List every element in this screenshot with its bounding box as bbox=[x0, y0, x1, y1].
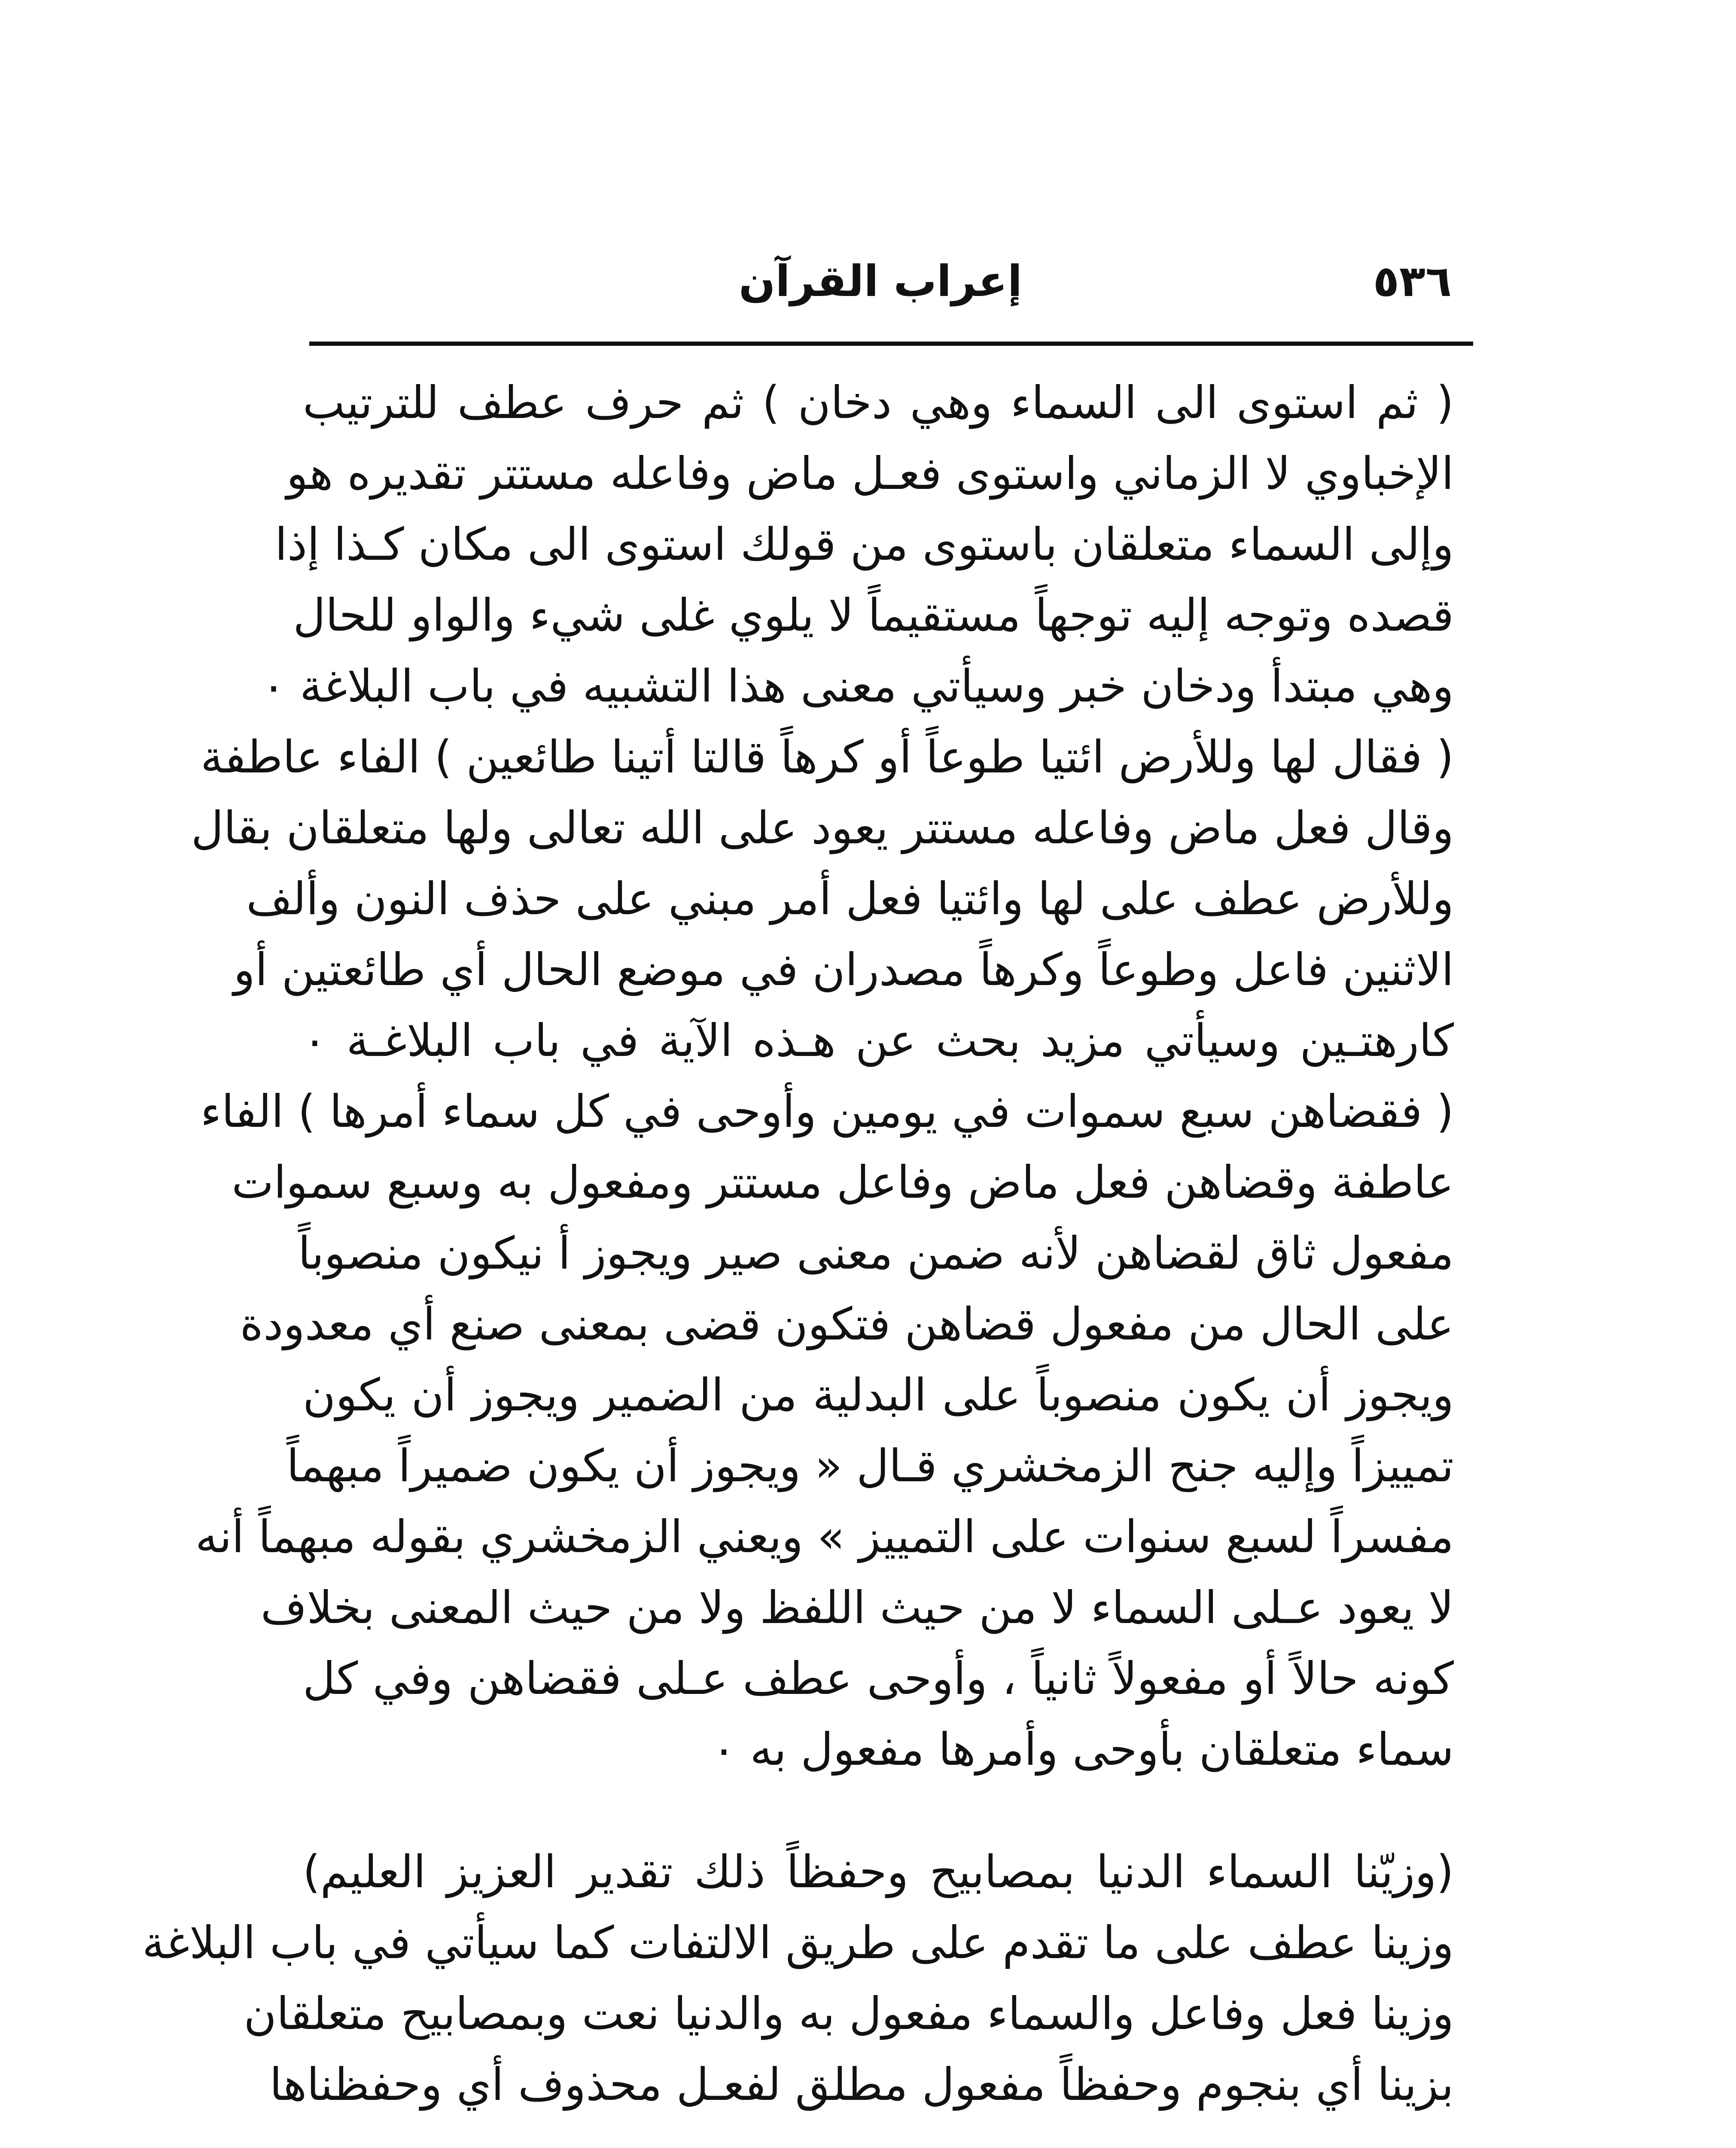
text-line: سماء متعلقان بأوحى وأمرها مفعول به ٠ bbox=[712, 1723, 1454, 1776]
text-line: بزينا أي بنجوم وحفظاً مفعول مطلق لفعـل محذوف أي وحفظناها bbox=[269, 2058, 1454, 2111]
text-line: الإخباوي لا الزماني واستوى فعـل ماض وفاعله مستتر تقديره هو bbox=[286, 447, 1454, 500]
header-rule bbox=[309, 342, 1473, 346]
text-line: وزينا عطف على ما تقدم على طريق الالتفات كما سيأتي في باب البلاغة bbox=[142, 1916, 1454, 1969]
paragraph bbox=[191, 367, 1454, 1785]
text-line: الاثنين فاعل وطوعاً وكرهاً مصدران في موضع الحال أي طائعتين أو bbox=[233, 943, 1454, 996]
page-header bbox=[309, 253, 1452, 309]
text-line: كونه حالاً أو مفعولاً ثانياً ، وأوحى عطف عـلى فقضاهن وفي كل bbox=[303, 1652, 1454, 1705]
paragraph bbox=[142, 1837, 1454, 2120]
text-line: ( فقضاهن سبع سموات في يومين وأوحى في كل سماء أمرها ) الفاء bbox=[200, 1085, 1454, 1138]
text-line: وللأرض عطف على لها وائتيا فعل أمر مبني على حذف النون وألف bbox=[246, 873, 1454, 925]
text-line: (وزيّنا السماء الدنيا بمصابيح وحفظاً ذلك تقدير العزيز العليم) bbox=[303, 1846, 1454, 1898]
text-line: لا يعود عـلى السماء لا من حيث اللفظ ولا من حيث المعنى بخلاف bbox=[260, 1581, 1454, 1634]
text-line: وقال فعل ماض وفاعله مستتر يعود على الله تعالى ولها متعلقان بقال bbox=[191, 802, 1454, 854]
text-line: ( فقال لها وللأرض ائتيا طوعاً أو كرهاً قالتا أتينا طائعين ) الفاء عاطفة bbox=[200, 731, 1454, 783]
text-line: ( ثم استوى الى السماء وهي دخان ) ثم حرف عطف للترتيب bbox=[303, 376, 1454, 429]
text-line: ويجوز أن يكون منصوباً على البدلية من الضمير ويجوز أن يكون bbox=[303, 1369, 1454, 1421]
text-line: وإلى السماء متعلقان باستوى من قولك استوى الى مكان كـذا إذا bbox=[274, 518, 1454, 571]
body-text bbox=[142, 367, 1454, 2120]
text-line: قصده وتوجه إليه توجهاً مستقيماً لا يلوي غلى شيء والواو للحال bbox=[293, 589, 1454, 641]
paragraph-gap bbox=[303, 1785, 1454, 1837]
text-line: مفسراً لسبع سنوات على التمييز » ويعني الزمخشري بقوله مبهماً أنه bbox=[195, 1510, 1454, 1563]
text-line: وهي مبتدأ ودخان خبر وسيأتي معنى هذا التشبيه في باب البلاغة ٠ bbox=[262, 660, 1454, 712]
text-line: مفعول ثاق لقضاهن لأنه ضمن معنى صير ويجوز أ نيكون منصوباً bbox=[298, 1227, 1454, 1279]
running-title: إعراب القرآن bbox=[738, 256, 1023, 306]
text-line: عاطفة وقضاهن فعل ماض وفاعل مستتر ومفعول به وسبع سموات bbox=[231, 1156, 1454, 1208]
text-line: تمييزاً وإليه جنح الزمخشري قـال « ويجوز أن يكون ضميراً مبهماً bbox=[286, 1440, 1454, 1492]
text-line: وزينا فعل وفاعل والسماء مفعول به والدنيا نعت وبمصابيح متعلقان bbox=[244, 1987, 1454, 2040]
text-line: كارهتـين وسيأتي مزيد بحث عن هـذه الآية في باب البلاغـة ٠ bbox=[303, 1014, 1454, 1067]
page-number: ٥٣٦ bbox=[1373, 256, 1452, 306]
text-line: على الحال من مفعول قضاهن فتكون قضى بمعنى صنع أي معدودة bbox=[240, 1298, 1454, 1350]
